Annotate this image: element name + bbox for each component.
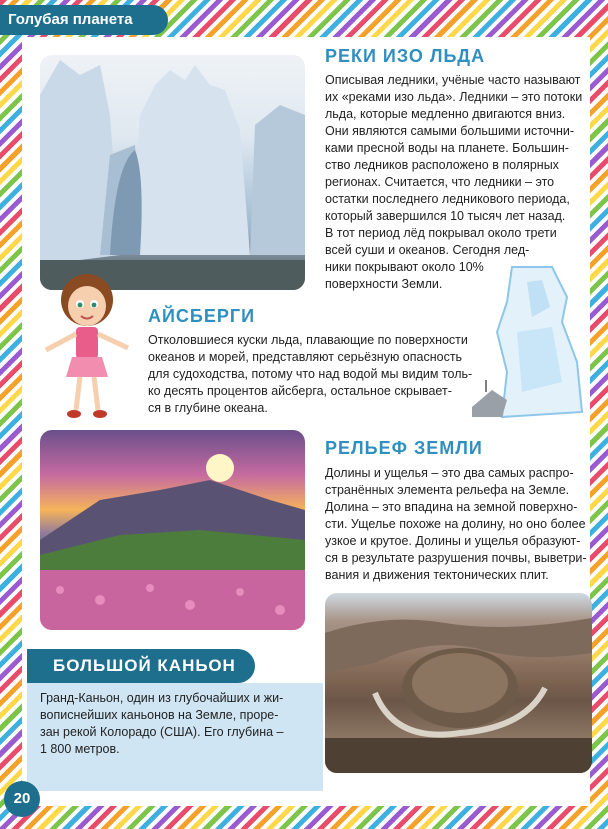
text-line: вания и движения тектонических плит. [325, 568, 549, 582]
mountain-meadow-photo [40, 430, 305, 630]
relief-title: РЕЛЬЕФ ЗЕМЛИ [325, 438, 483, 458]
text-line: ники покрывают около 10% [325, 260, 484, 274]
text-line: ся в глубине океана. [148, 401, 268, 415]
text-line: зан рекой Колорадо (США). Его глубина – [40, 725, 284, 739]
text-line: вописнейших каньонов на Земле, проре- [40, 708, 279, 722]
text-line: Долина – это впадина на земной поверхно- [325, 500, 578, 514]
girl-character-illustration [40, 272, 135, 422]
text-line: льда, которые медленно двигаются вниз. [325, 107, 566, 121]
text-line: Гранд-Каньон, один из глубочайших и жи- [40, 691, 284, 705]
iceberg-illustration [472, 262, 590, 422]
text-line: всей суши и океанов. Сегодня лед- [325, 243, 530, 257]
page-header-title: Голубая планета [0, 5, 168, 35]
text-line: ство ледников расположено в полярных [325, 158, 559, 172]
text-line: ками пресной воды на планете. Большин- [325, 141, 569, 155]
text-line: Они являются самыми большими источни- [325, 124, 575, 138]
text-line: 1 800 метров. [40, 742, 120, 756]
text-line: ся в результате разрушения почвы, выветри- [325, 551, 587, 565]
text-line: океанов и морей, представляют серьёзную опасность [148, 350, 463, 364]
icebergs-text [148, 332, 478, 417]
text-line: их «реками изо льда». Ледники – это потоки [325, 90, 583, 104]
text-line: Описывая ледники, учёные часто называют [325, 73, 581, 87]
text-line: Отколовшиеся куски льда, плавающие по поверхности [148, 333, 468, 347]
text-line: Долины и ущелья – это два самых распро- [325, 466, 574, 480]
text-line: регионах. Считается, что ледники – это [325, 175, 555, 189]
relief-text [325, 465, 590, 584]
icebergs-title: АЙСБЕРГИ [148, 306, 256, 326]
text-line: ко десять процентов айсберга, остальное скрывает- [148, 384, 452, 398]
text-line: странённых элемента рельефа на Земле. [325, 483, 570, 497]
grand-canyon-text [40, 690, 316, 758]
text-line: В тот период лёд покрывал около трети [325, 226, 557, 240]
glacier-photo [40, 55, 305, 290]
text-line: поверхности Земли. [325, 277, 443, 291]
canyon-photo [325, 593, 592, 773]
page-number: 20 [4, 781, 40, 817]
grand-canyon-title: БОЛЬШОЙ КАНЬОН [27, 649, 255, 683]
rivers-of-ice-title: РЕКИ ИЗО ЛЬДА [325, 46, 486, 66]
text-line: сти. Ущелье похоже на долину, но оно более [325, 517, 586, 531]
text-line: который завершился 10 тысяч лет назад. [325, 209, 566, 223]
text-line: для судоходства, потому что над водой мы видим толь- [148, 367, 473, 381]
text-line: остатки последнего ледникового периода, [325, 192, 570, 206]
text-line: узкое и крутое. Долины и ущелья образуют- [325, 534, 581, 548]
rivers-of-ice-text [325, 72, 590, 293]
